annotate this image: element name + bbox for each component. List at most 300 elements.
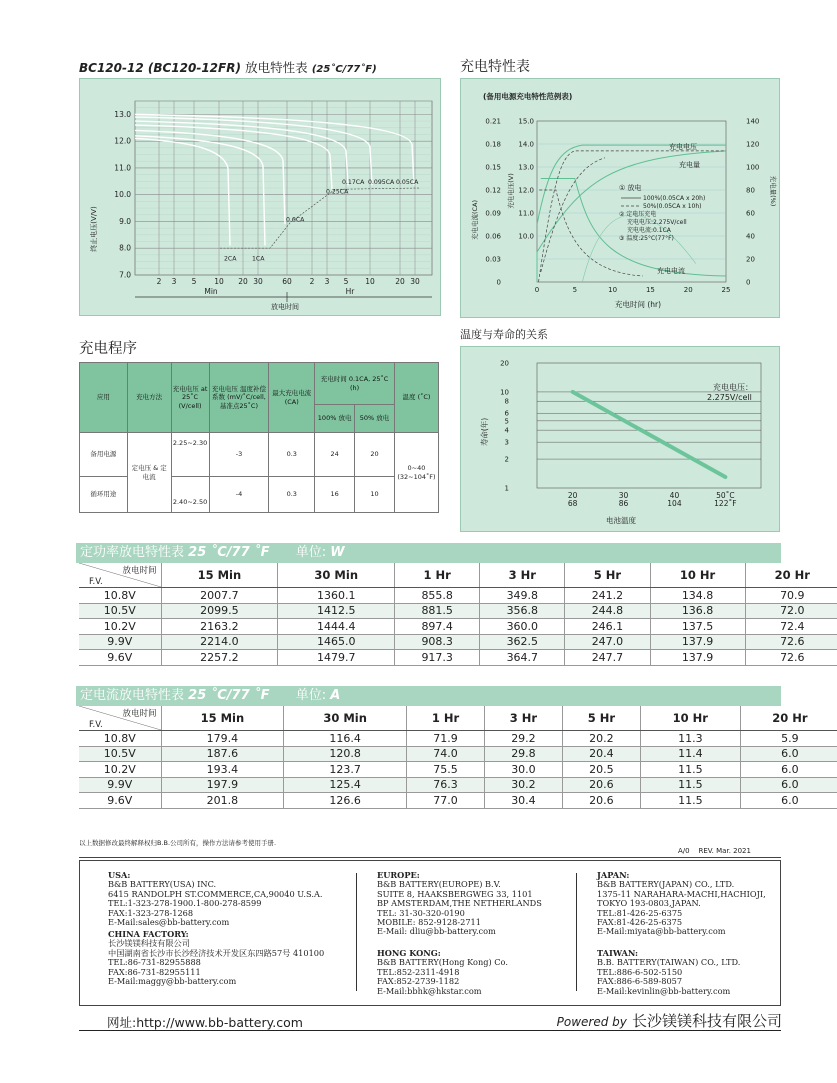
contact-region-label: JAPAN: bbox=[597, 870, 630, 880]
column-header: 15 Min bbox=[161, 706, 284, 731]
value-cell: 1360.1 bbox=[278, 588, 395, 604]
capacity-tick: 100 bbox=[746, 163, 760, 172]
value-cell: 72.4 bbox=[745, 619, 837, 635]
charge-legend-item: 100%(0.05CA x 20h) bbox=[643, 195, 706, 202]
x-tick-fahrenheit: 104 bbox=[667, 499, 682, 508]
contact-line: 6415 RANDOLPH ST.COMMERCE,CA,90040 U.S.A. bbox=[108, 888, 323, 899]
contact-usa bbox=[108, 871, 322, 927]
value-cell: 134.8 bbox=[650, 588, 745, 604]
discharge-xlabel: 放电时间 bbox=[271, 303, 299, 311]
value-cell: 11.3 bbox=[640, 731, 740, 747]
current-tick: 0 bbox=[496, 278, 501, 287]
value-cell: 201.8 bbox=[161, 793, 284, 809]
table-header-row bbox=[79, 563, 837, 588]
contact-line: MOBILE: 852-9128-2711 bbox=[377, 917, 481, 928]
value-cell: 30.4 bbox=[484, 793, 562, 809]
x-tick-label: 10 bbox=[365, 277, 375, 286]
value-cell: 29.2 bbox=[484, 731, 562, 747]
table-row bbox=[80, 433, 439, 477]
column-header: 1 Hr bbox=[407, 706, 485, 731]
cell-maxcur: 0.3 bbox=[269, 433, 315, 477]
contact-line: TEL:1-323-278-1900.1-800-278-8599 bbox=[108, 898, 262, 909]
final-voltage-cell: 9.6V bbox=[79, 793, 161, 809]
charge-right-label: 充电量(%) bbox=[769, 175, 777, 207]
contact-line[interactable]: E-Mail:sales@bb-battery.com bbox=[108, 917, 230, 928]
y-tick: 20 bbox=[500, 359, 509, 368]
charge-legend-item: ② 定电压充电 bbox=[619, 211, 657, 218]
x-tick: 10 bbox=[608, 286, 618, 294]
x-tick-label: 10 bbox=[214, 277, 224, 286]
capacity-tick: 120 bbox=[746, 140, 760, 149]
x-tick-celsius: 20 bbox=[567, 491, 578, 500]
current-tick: 0.15 bbox=[485, 163, 501, 172]
current-tick: 0.03 bbox=[485, 255, 501, 264]
curve-label: 0.05CA bbox=[396, 178, 419, 186]
value-cell: 72.6 bbox=[745, 634, 837, 650]
x-tick-label: 3 bbox=[171, 277, 177, 286]
contact-line: 1375-11 NARAHARA-MACHI,HACHIOJI, bbox=[597, 888, 766, 899]
value-cell: 72.0 bbox=[745, 603, 837, 619]
value-cell: 881.5 bbox=[395, 603, 480, 619]
value-cell: 246.1 bbox=[565, 619, 650, 635]
y-tick: 5 bbox=[504, 417, 509, 426]
value-cell: 126.6 bbox=[284, 793, 407, 809]
cell-app: 循环用途 bbox=[80, 477, 128, 513]
table-row bbox=[79, 793, 837, 809]
value-cell: 1479.7 bbox=[278, 650, 395, 666]
th-application: 应用 bbox=[80, 363, 128, 433]
power-table bbox=[79, 563, 837, 666]
charge-legend bbox=[619, 183, 705, 242]
value-cell: 120.8 bbox=[284, 746, 407, 762]
contact-separator bbox=[356, 873, 357, 991]
power-table-title-band: 定功率放电特性表 25 ˚C/77 ˚F 单位: W bbox=[76, 543, 781, 563]
value-cell: 123.7 bbox=[284, 762, 407, 778]
column-header: 30 Min bbox=[278, 563, 395, 588]
cell-t100: 16 bbox=[315, 477, 355, 513]
x-tick-label: 60 bbox=[282, 277, 292, 286]
value-cell: 20.5 bbox=[562, 762, 640, 778]
charge-label-voltage: 充电电压 bbox=[669, 143, 697, 151]
y-tick-label: 11.0 bbox=[114, 163, 131, 173]
x-tick-fahrenheit: 68 bbox=[567, 499, 578, 508]
charge-chart-svg bbox=[461, 79, 781, 319]
th-method: 充电方法 bbox=[127, 363, 171, 433]
charge-xlabel: 充电时间 (hr) bbox=[614, 300, 662, 309]
table-row bbox=[79, 762, 837, 778]
x-tick: 5 bbox=[572, 286, 578, 294]
value-cell: 125.4 bbox=[284, 777, 407, 793]
corner-fv: F.V. bbox=[89, 577, 103, 587]
table-row bbox=[79, 619, 837, 635]
temp-life-line bbox=[573, 392, 726, 477]
current-tick: 0.18 bbox=[485, 140, 501, 149]
table-row bbox=[79, 650, 837, 666]
y-tick: 10 bbox=[500, 388, 509, 397]
value-cell: 187.6 bbox=[161, 746, 284, 762]
cell-comp: -3 bbox=[209, 433, 269, 477]
y-tick-label: 9.0 bbox=[119, 216, 131, 226]
charge-label-current: 充电电流 bbox=[657, 267, 685, 275]
value-cell: 11.5 bbox=[640, 777, 740, 793]
discharge-x-ticks bbox=[157, 277, 420, 286]
value-cell: 179.4 bbox=[161, 731, 284, 747]
contact-line[interactable]: E-Mail:bbhk@hkstar.com bbox=[377, 985, 482, 996]
final-voltage-cell: 9.9V bbox=[79, 777, 161, 793]
value-cell: 247.0 bbox=[565, 634, 650, 650]
corner-discharge-time: 放电时间 bbox=[122, 566, 157, 576]
x-tick-label: 2 bbox=[156, 277, 162, 286]
value-cell: 2257.2 bbox=[161, 650, 278, 666]
x-tick: 0 bbox=[534, 286, 540, 294]
footer-website[interactable]: 网址:http://www.bb-battery.com bbox=[107, 1015, 303, 1030]
final-voltage-cell: 10.2V bbox=[79, 762, 161, 778]
charge-legend-item: 充电电流:0.1CA bbox=[627, 227, 671, 234]
column-header: 15 Min bbox=[161, 563, 278, 588]
final-voltage-cell: 10.2V bbox=[79, 619, 161, 635]
contact-line: TEL:886-6-502-5150 bbox=[597, 966, 683, 977]
value-cell: 6.0 bbox=[740, 762, 837, 778]
capacity-tick: 0 bbox=[746, 278, 751, 287]
column-header: 3 Hr bbox=[480, 563, 565, 588]
x-tick: 20 bbox=[683, 286, 693, 294]
table-row bbox=[79, 588, 837, 604]
value-cell: 11.5 bbox=[640, 762, 740, 778]
x-tick-fahrenheit: 86 bbox=[618, 499, 629, 508]
contact-line: FAX:852-2739-1182 bbox=[377, 976, 460, 987]
contact-line: 中国湖南省长沙市长沙经济技术开发区东四路57号 410100 bbox=[108, 947, 325, 958]
footer-company-block bbox=[538, 1010, 782, 1031]
discharge-x-min-label: Min bbox=[204, 287, 218, 296]
value-cell: 2214.0 bbox=[161, 634, 278, 650]
value-cell: 349.8 bbox=[480, 588, 565, 604]
curve-label: 1CA bbox=[252, 255, 265, 263]
contact-region-label: EUROPE: bbox=[377, 870, 420, 880]
value-cell: 6.0 bbox=[740, 746, 837, 762]
table-corner-cell bbox=[79, 563, 161, 588]
contact-region-label: CHINA FACTORY: bbox=[108, 929, 189, 939]
cell-voltage: 2.25~2.30 bbox=[171, 433, 209, 477]
value-cell: 20.6 bbox=[562, 777, 640, 793]
contact-line: FAX:886-6-589-8057 bbox=[597, 976, 683, 987]
footer-company: 长沙镁镁科技有限公司 bbox=[631, 1012, 782, 1030]
contact-line: B&B BATTERY(EUROPE) B.V. bbox=[377, 879, 501, 890]
temp-life-xlabel: 电池温度 bbox=[606, 516, 636, 525]
contacts-box bbox=[79, 860, 781, 1006]
final-voltage-cell: 9.9V bbox=[79, 634, 161, 650]
temp-life-frame bbox=[537, 363, 761, 488]
charge-legend-item: ① 放电 bbox=[619, 184, 642, 192]
current-table-title-band: 定电流放电特性表 25 ˚C/77 ˚F 单位: A bbox=[76, 686, 781, 706]
current-tick: 0.21 bbox=[485, 117, 501, 126]
value-cell: 917.3 bbox=[395, 650, 480, 666]
contact-line: B&B BATTERY(JAPAN) CO., LTD. bbox=[597, 879, 735, 890]
value-cell: 2007.7 bbox=[161, 588, 278, 604]
contact-line: B&B BATTERY(Hong Kong) Co. bbox=[377, 957, 508, 968]
x-tick-label: 30 bbox=[253, 277, 263, 286]
capacity-tick: 20 bbox=[746, 255, 755, 264]
current-tick: 0.09 bbox=[485, 209, 501, 218]
x-tick-celsius: 40 bbox=[669, 491, 680, 500]
value-cell: 75.5 bbox=[407, 762, 485, 778]
th-max-current: 最大充电电流 (CA) bbox=[269, 363, 315, 433]
contact-japan bbox=[597, 871, 766, 937]
temp-life-grid bbox=[537, 363, 761, 488]
charge-left-label-current: 充电电流(CA) bbox=[471, 199, 479, 241]
contact-line: SUITE 8, HAAKSBERGWEG 33, 1101 bbox=[377, 888, 533, 899]
final-voltage-cell: 10.5V bbox=[79, 746, 161, 762]
cell-comp: -4 bbox=[209, 477, 269, 513]
y-tick: 8 bbox=[504, 397, 509, 406]
value-cell: 1465.0 bbox=[278, 634, 395, 650]
cell-app: 备用电源 bbox=[80, 433, 128, 477]
value-cell: 6.0 bbox=[740, 793, 837, 809]
cutoff-line bbox=[220, 188, 420, 248]
current-table bbox=[79, 706, 837, 809]
voltage-tick: 15.0 bbox=[518, 117, 534, 126]
value-cell: 77.0 bbox=[407, 793, 485, 809]
value-cell: 2163.2 bbox=[161, 619, 278, 635]
x-tick: 25 bbox=[721, 286, 731, 294]
x-tick-label: 30 bbox=[410, 277, 420, 286]
y-tick-label: 8.0 bbox=[119, 243, 131, 253]
x-tick-label: 2 bbox=[309, 277, 315, 286]
contact-line: FAX:86-731-82955111 bbox=[108, 966, 201, 977]
value-cell: 2099.5 bbox=[161, 603, 278, 619]
th-50-discharge: 50% 放电 bbox=[355, 405, 395, 433]
y-tick: 4 bbox=[504, 426, 509, 435]
corner-discharge-time: 放电时间 bbox=[122, 709, 157, 719]
contact-line: TEL:81-426-25-6375 bbox=[597, 907, 683, 918]
charge-chart-subtitle: (备用电源充电特性范例表) bbox=[483, 92, 573, 101]
discharge-curve bbox=[135, 136, 265, 246]
contact-region-label: HONG KONG: bbox=[377, 948, 441, 958]
contact-separator bbox=[576, 873, 577, 991]
value-cell: 855.8 bbox=[395, 588, 480, 604]
y-tick-label: 10.0 bbox=[114, 190, 131, 200]
contact-line: FAX:81-426-25-6375 bbox=[597, 917, 683, 928]
current-table-wrap bbox=[79, 706, 837, 809]
column-header: 3 Hr bbox=[484, 706, 562, 731]
th-temperature: 温度 (˚C) bbox=[394, 363, 438, 433]
discharge-chart-panel bbox=[79, 78, 441, 316]
x-tick-label: 3 bbox=[324, 277, 330, 286]
charge-procedure-table-wrap bbox=[79, 362, 439, 513]
contact-europe bbox=[377, 871, 542, 937]
y-tick: 2 bbox=[504, 455, 509, 464]
value-cell: 116.4 bbox=[284, 731, 407, 747]
contact-china bbox=[108, 930, 324, 986]
value-cell: 20.6 bbox=[562, 793, 640, 809]
final-voltage-cell: 10.5V bbox=[79, 603, 161, 619]
contact-line[interactable]: E-Mail: dliu@bb-battery.com bbox=[377, 926, 496, 937]
temp-life-panel bbox=[460, 346, 780, 532]
table-row bbox=[79, 777, 837, 793]
charge-procedure-heading: 充电程序 bbox=[79, 341, 137, 357]
value-cell: 244.8 bbox=[565, 603, 650, 619]
divider-line bbox=[79, 857, 781, 858]
value-cell: 5.9 bbox=[740, 731, 837, 747]
x-tick: 15 bbox=[645, 286, 655, 294]
temp-life-heading: 温度与寿命的关系 bbox=[460, 328, 548, 341]
voltage-tick: 10.0 bbox=[518, 232, 534, 241]
column-header: 10 Hr bbox=[640, 706, 740, 731]
curve-label: 0.095CA bbox=[368, 178, 395, 186]
y-tick-label: 12.0 bbox=[114, 136, 131, 146]
cell-maxcur: 0.3 bbox=[269, 477, 315, 513]
curve-label: 0.25CA bbox=[326, 188, 349, 196]
curve-label: 2CA bbox=[224, 255, 237, 263]
value-cell: 30.0 bbox=[484, 762, 562, 778]
table-header-row bbox=[79, 706, 837, 731]
contact-line: TOKYO 193-0803,JAPAN. bbox=[597, 898, 701, 909]
table-row bbox=[79, 731, 837, 747]
th-compensation: 充电电压 温度补偿系数 (mV/˚C/cell, 基准点25˚C) bbox=[209, 363, 269, 433]
th-charge-time: 充电时间 0.1CA, 25˚C (h) bbox=[315, 363, 395, 405]
value-cell: 20.2 bbox=[562, 731, 640, 747]
value-cell: 137.9 bbox=[650, 634, 745, 650]
value-cell: 30.2 bbox=[484, 777, 562, 793]
contact-line[interactable]: E-Mail:maggy@bb-battery.com bbox=[108, 976, 237, 987]
capacity-tick: 80 bbox=[746, 186, 755, 195]
value-cell: 241.2 bbox=[565, 588, 650, 604]
cell-t100: 24 bbox=[315, 433, 355, 477]
table-corner-cell bbox=[79, 706, 161, 731]
voltage-tick: 12.0 bbox=[518, 186, 534, 195]
x-tick-label: 5 bbox=[191, 277, 197, 286]
curve-label: 0.6CA bbox=[286, 216, 305, 224]
discharge-chart-svg bbox=[80, 79, 442, 317]
contact-hongkong bbox=[377, 949, 508, 996]
value-cell: 70.9 bbox=[745, 588, 837, 604]
temp-life-ylabel: 寿命(年) bbox=[480, 417, 489, 447]
footer-powered-by: Powered by bbox=[556, 1015, 627, 1029]
column-header: 1 Hr bbox=[395, 563, 480, 588]
charge-legend-item: ③ 温度:25°C(77°F) bbox=[619, 235, 674, 242]
value-cell: 72.6 bbox=[745, 650, 837, 666]
contact-line: TEL: 31-30-320-0190 bbox=[377, 907, 465, 918]
value-cell: 76.3 bbox=[407, 777, 485, 793]
value-cell: 247.7 bbox=[565, 650, 650, 666]
column-header: 5 Hr bbox=[562, 706, 640, 731]
x-tick-label: 20 bbox=[395, 277, 405, 286]
x-tick-celsius: 50˚C bbox=[716, 491, 735, 500]
discharge-chart-title: BC120-12 (BC120-12FR) 放电特性表 (25˚C/77˚F) bbox=[79, 60, 377, 75]
contact-region-label: USA: bbox=[108, 870, 131, 880]
revision: A/0 REV. Mar. 2021 bbox=[678, 847, 751, 855]
discharge-ylabel: 终止电压(V/V) bbox=[90, 206, 98, 252]
cell-t50: 10 bbox=[355, 477, 395, 513]
x-tick-label: 5 bbox=[343, 277, 349, 286]
y-tick: 6 bbox=[504, 409, 509, 418]
capacity-tick: 140 bbox=[746, 117, 760, 126]
y-tick: 1 bbox=[504, 484, 509, 493]
capacity-tick: 60 bbox=[746, 209, 755, 218]
cell-t50: 20 bbox=[355, 433, 395, 477]
current-tick: 0.06 bbox=[485, 232, 501, 241]
discharge-x-hr-label: Hr bbox=[345, 287, 355, 296]
column-header: 10 Hr bbox=[650, 563, 745, 588]
capacity-tick: 40 bbox=[746, 232, 755, 241]
value-cell: 897.4 bbox=[395, 619, 480, 635]
contact-line: B.B. BATTERY(TAIWAN) CO., LTD. bbox=[597, 957, 741, 968]
value-cell: 356.8 bbox=[480, 603, 565, 619]
disclaimer: 以上数据修改最终解释权归B.B.公司所有，操作方法请参考使用手册. bbox=[79, 839, 277, 847]
temp-life-note-line1: 充电电压： bbox=[713, 383, 753, 392]
y-tick-label: 7.0 bbox=[119, 270, 131, 280]
value-cell: 136.8 bbox=[650, 603, 745, 619]
cell-method: 定电压 & 定电流 bbox=[127, 433, 171, 513]
charge-label-capacity: 充电量 bbox=[679, 161, 700, 169]
current-tick: 0.12 bbox=[485, 186, 501, 195]
y-tick: 3 bbox=[504, 438, 509, 447]
value-cell: 360.0 bbox=[480, 619, 565, 635]
value-cell: 74.0 bbox=[407, 746, 485, 762]
column-header: 20 Hr bbox=[745, 563, 837, 588]
discharge-curve-labels bbox=[224, 179, 419, 262]
contact-line: FAX:1-323-278-1268 bbox=[108, 907, 194, 918]
cell-voltage: 2.40~2.50 bbox=[171, 477, 209, 513]
value-cell: 6.0 bbox=[740, 777, 837, 793]
column-header: 20 Hr bbox=[740, 706, 837, 731]
power-table-wrap bbox=[79, 563, 837, 666]
curve-label: 0.17CA bbox=[342, 178, 365, 186]
contact-line[interactable]: E-Mail:kevinlin@bb-battery.com bbox=[597, 985, 731, 996]
column-header: 5 Hr bbox=[565, 563, 650, 588]
value-cell: 11.5 bbox=[640, 793, 740, 809]
table-row bbox=[79, 603, 837, 619]
value-cell: 1412.5 bbox=[278, 603, 395, 619]
contact-taiwan bbox=[597, 949, 740, 996]
contact-line: BP AMSTERDAM,THE NETHERLANDS bbox=[377, 898, 542, 909]
th-voltage: 充电电压 at 25˚C (V/cell) bbox=[171, 363, 209, 433]
value-cell: 193.4 bbox=[161, 762, 284, 778]
charge-legend-item: 充电电压:2.275V/cell bbox=[627, 219, 687, 226]
value-cell: 908.3 bbox=[395, 634, 480, 650]
x-tick-label: 20 bbox=[238, 277, 248, 286]
contact-line: B&B BATTERY(USA) INC. bbox=[108, 879, 217, 890]
th-100-discharge: 100% 放电 bbox=[315, 405, 355, 433]
final-voltage-cell: 10.8V bbox=[79, 731, 161, 747]
contact-line: 长沙镁镁科技有限公司 bbox=[108, 938, 190, 949]
value-cell: 11.4 bbox=[640, 746, 740, 762]
discharge-y-ticks bbox=[114, 110, 131, 280]
value-cell: 137.9 bbox=[650, 650, 745, 666]
contact-line[interactable]: E-Mail:miyata@bb-battery.com bbox=[597, 926, 726, 937]
value-cell: 20.4 bbox=[562, 746, 640, 762]
voltage-tick: 11.0 bbox=[518, 209, 534, 218]
final-voltage-cell: 10.8V bbox=[79, 588, 161, 604]
table-row bbox=[79, 634, 837, 650]
y-tick-label: 13.0 bbox=[114, 109, 131, 119]
charge-chart-heading: 充电特性表 bbox=[460, 59, 530, 75]
table-row bbox=[79, 746, 837, 762]
temp-life-ticks bbox=[500, 360, 736, 509]
corner-fv: F.V. bbox=[89, 720, 103, 730]
value-cell: 1444.4 bbox=[278, 619, 395, 635]
charge-procedure-table bbox=[79, 362, 439, 513]
column-header: 30 Min bbox=[284, 706, 407, 731]
charge-legend-item: 50%(0.05CA x 10h) bbox=[643, 203, 702, 210]
charge-left-label-voltage: 充电电压(V) bbox=[507, 173, 515, 209]
value-cell: 364.7 bbox=[480, 650, 565, 666]
value-cell: 29.8 bbox=[484, 746, 562, 762]
temp-life-svg bbox=[461, 347, 781, 533]
voltage-tick: 13.0 bbox=[518, 163, 534, 172]
contact-line: TEL:852-2311-4918 bbox=[377, 966, 460, 977]
value-cell: 197.9 bbox=[161, 777, 284, 793]
discharge-curve bbox=[135, 130, 285, 224]
